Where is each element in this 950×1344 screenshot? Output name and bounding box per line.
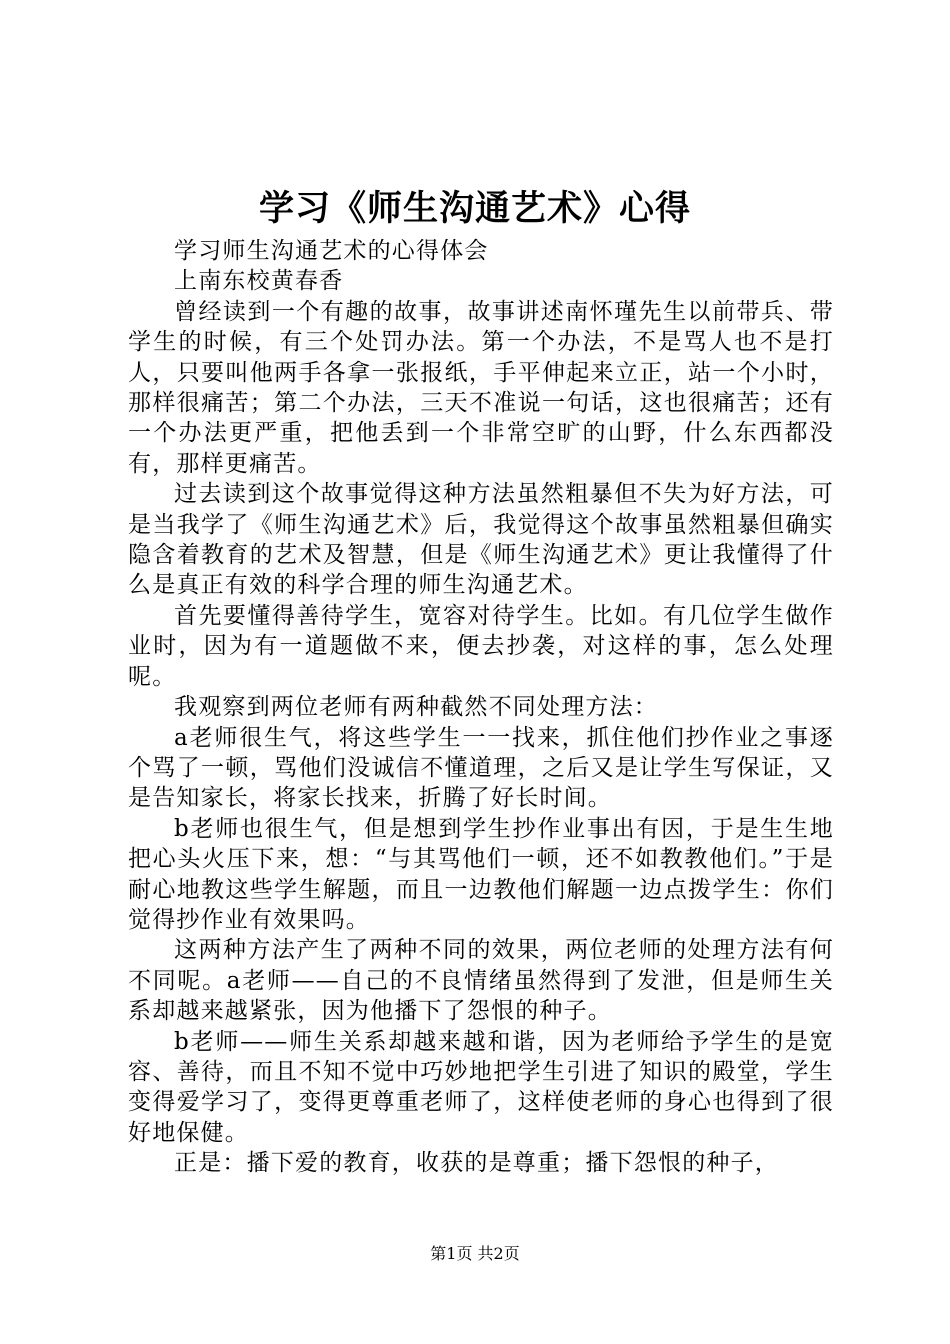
body-paragraph: a老师很生气，将这些学生一一找来，抓住他们抄作业之事逐个骂了一顿，骂他们没诚信不懂道理，之后又是让学生写保证，又是告知家长，将家长找来，折腾了好长时间。 <box>128 724 834 812</box>
body-paragraph: 曾经读到一个有趣的故事，故事讲述南怀瑾先生以前带兵、带学生的时候，有三个处罚办法。第一个办法，不是骂人也不是打人，只要叫他两手各拿一张报纸，手平伸起来立正，站一个小时，那样很痛苦；第二个办法，三天不准说一句话，这也很痛苦；还有一个办法更严重，把他丢到一个非常空旷的山野，什么东西都没有，那样更痛苦。 <box>128 298 834 477</box>
document-title: 学习《师生沟通艺术》心得 <box>258 188 691 229</box>
body-paragraph: b老师——师生关系却越来越和谐，因为老师给予学生的是宽容、善待，而且不知不觉中巧妙地把学生引进了知识的殿堂，学生变得爱学习了，变得更尊重老师了，这样使老师的身心也得到了很好地保健。 <box>128 1028 834 1146</box>
subtitle-paragraph: 学习师生沟通艺术的心得体会 <box>174 238 489 264</box>
author-paragraph: 上南东校黄春香 <box>174 268 344 295</box>
body-paragraph: 首先要懂得善待学生，宽容对待学生。比如。有几位学生做作业时，因为有一道题做不来，便去抄袭，对这样的事，怎么处理呢。 <box>128 602 834 690</box>
body-paragraph: 我观察到两位老师有两种截然不同处理方法： <box>174 694 658 721</box>
body-paragraph: 这两种方法产生了两种不同的效果，两位老师的处理方法有何不同呢。a老师——自己的不良情绪虽然得到了发泄，但是师生关系却越来越紧张，因为他播下了怨恨的种子。 <box>128 937 834 1025</box>
body-paragraph: 过去读到这个故事觉得这种方法虽然粗暴但不失为好方法，可是当我学了《师生沟通艺术》后，我觉得这个故事虽然粗暴但确实隐含着教育的艺术及智慧，但是《师生沟通艺术》更让我懂得了什么是真正有效的科学合理的师生沟通艺术。 <box>128 481 834 599</box>
body-paragraph: b老师也很生气，但是想到学生抄作业事出有因，于是生生地把心头火压下来，想：“与其骂他们一顿，还不如教教他们。”于是耐心地教这些学生解题，而且一边教他们解题一边点拨学生：你们觉得抄作业有效果吗。 <box>128 815 834 933</box>
body-paragraph: 正是：播下爱的教育，收获的是尊重；播下怨恨的种子， <box>174 1150 779 1177</box>
document-body <box>128 236 834 1179</box>
page-footer: 第1页 共2页 <box>430 1244 520 1263</box>
